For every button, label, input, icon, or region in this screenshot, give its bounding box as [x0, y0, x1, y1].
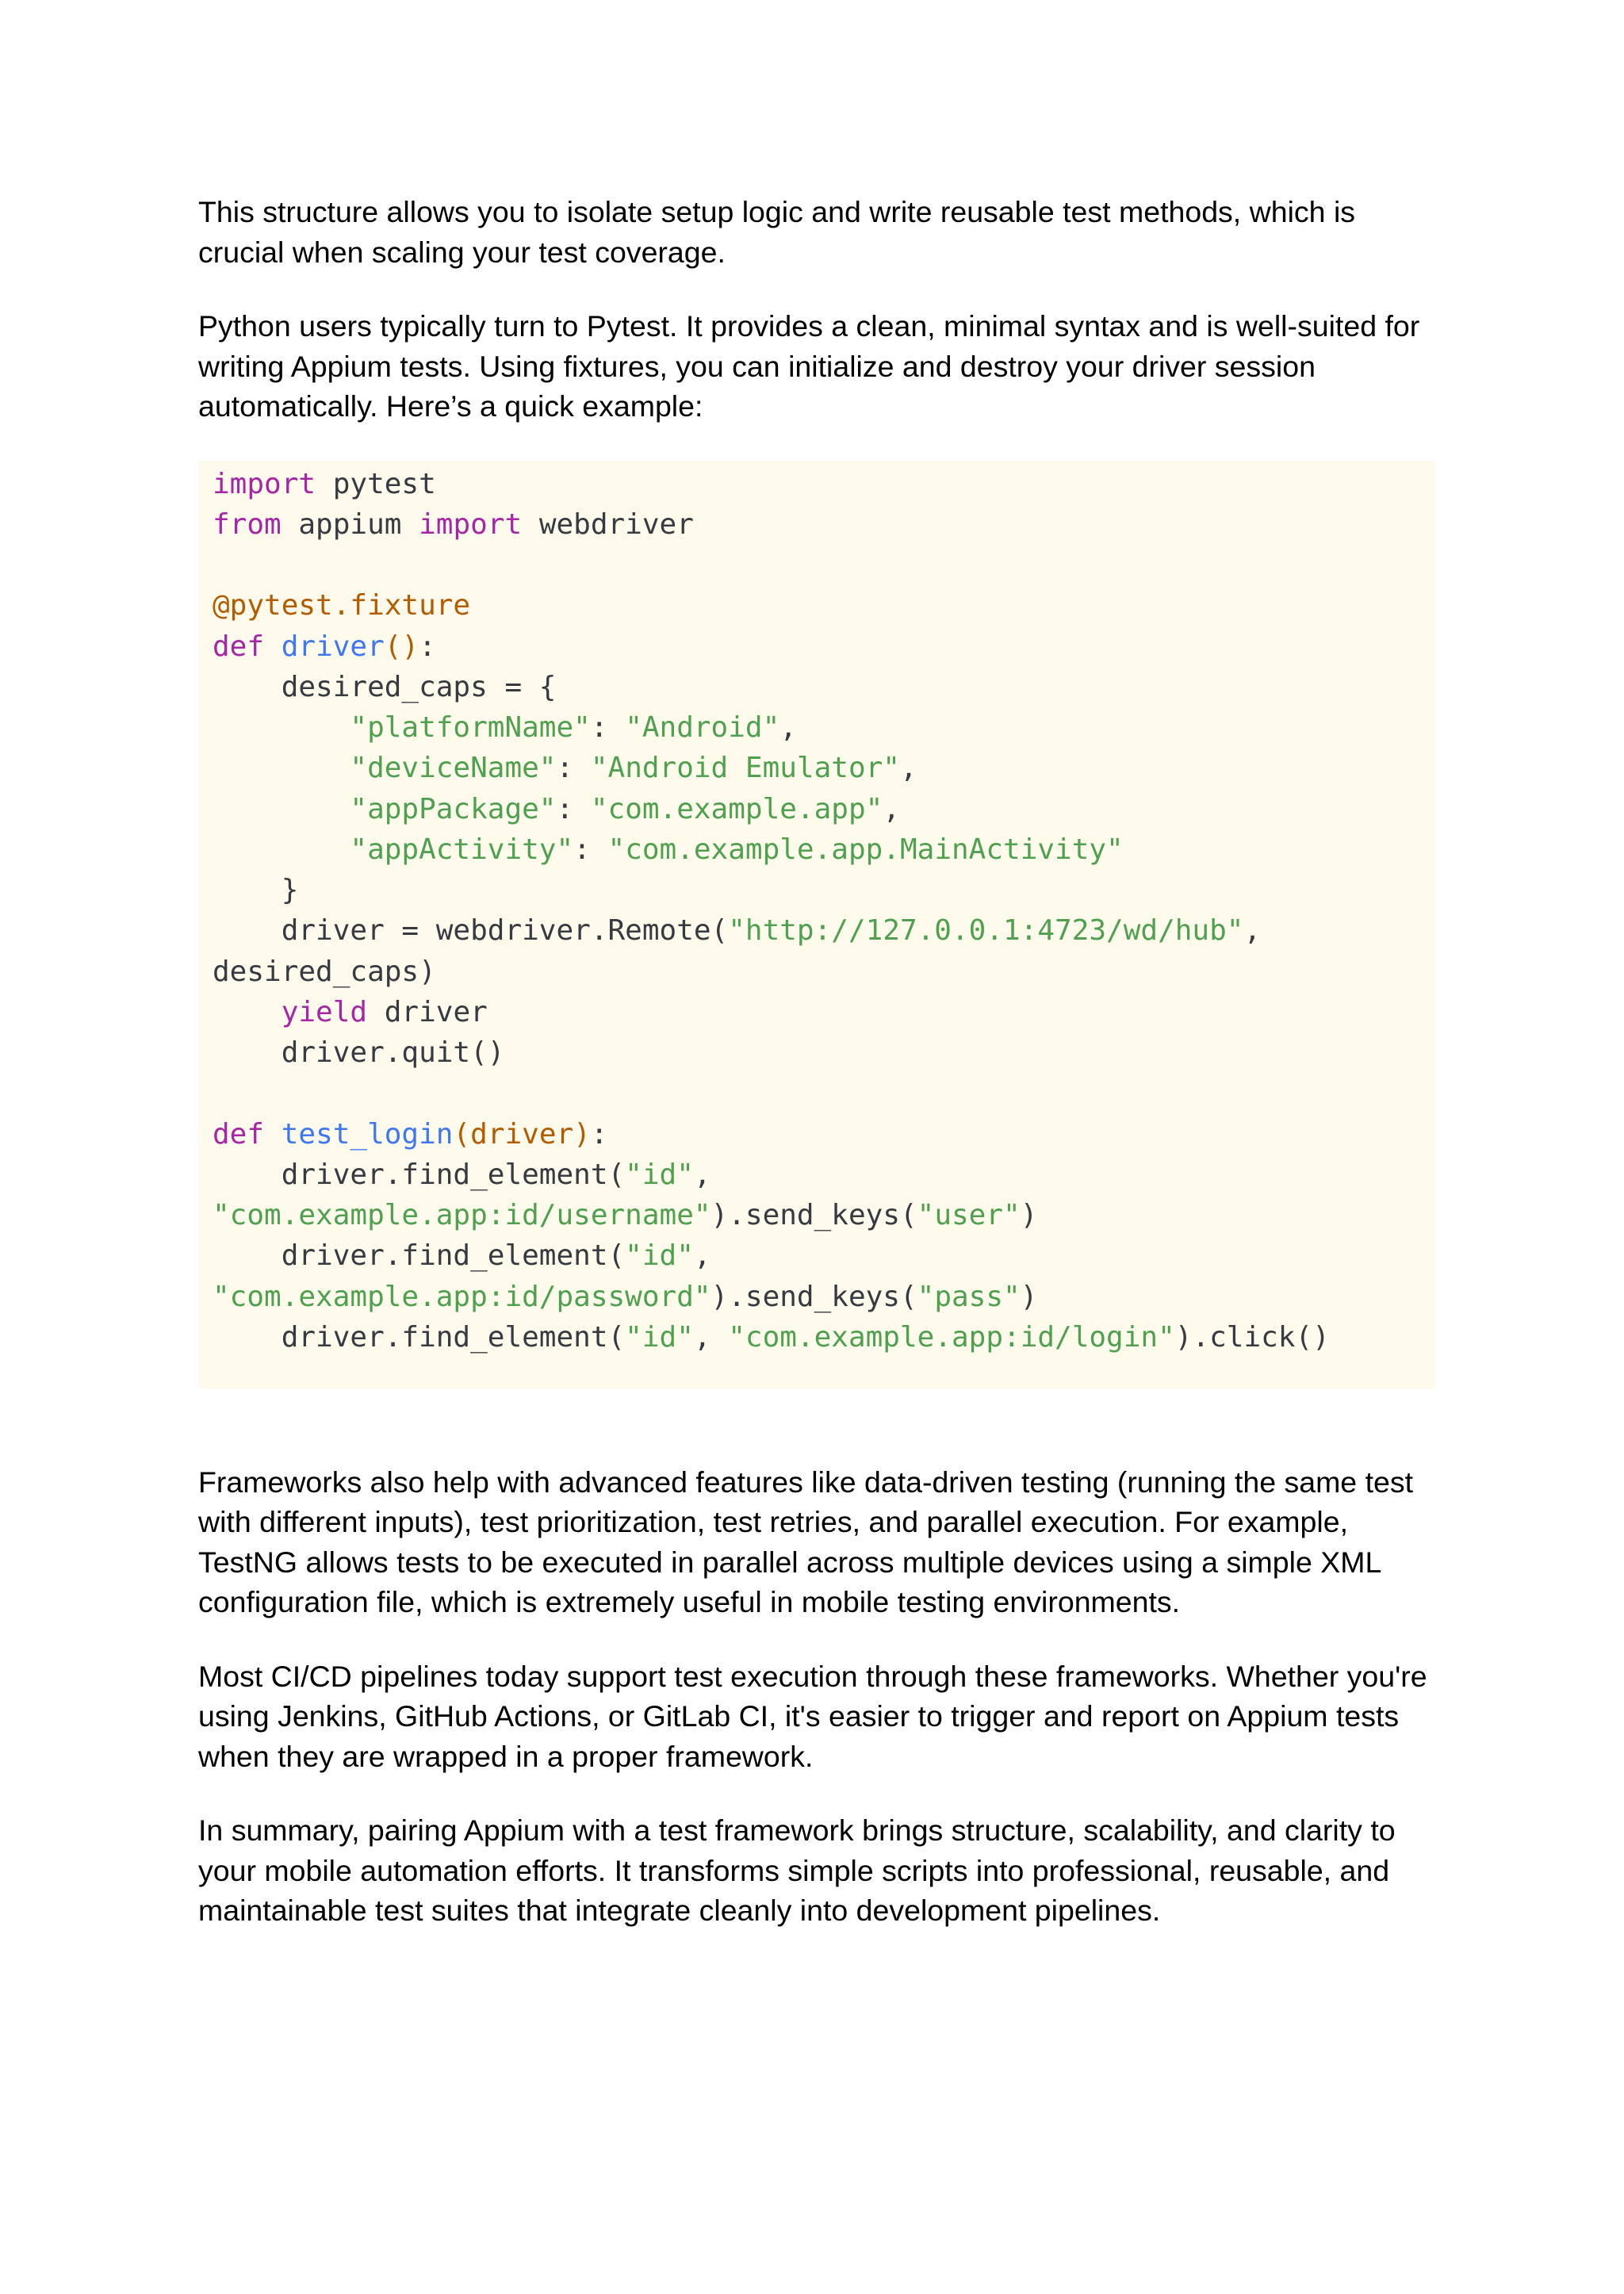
code-token: , [883, 792, 900, 825]
paragraph-pytest: Python users typically turn to Pytest. It provides a clean, minimal syntax and is well-suited for writing Appium tests. Using fixtures, you can initialize and destroy your driver session automatically. Here’s a quick example: [198, 309, 1420, 423]
code-block [198, 461, 1435, 1388]
code-token: webdriver [522, 507, 694, 541]
code-line [213, 1277, 1330, 1317]
code-token: , [779, 711, 797, 744]
code-line [213, 545, 1330, 585]
code-token: yield [281, 995, 368, 1028]
code-token: , [899, 752, 917, 785]
code-token: ).click() [1174, 1320, 1330, 1354]
code-line [213, 1235, 1330, 1276]
code-token: "com.example.app:id/password" [213, 1280, 711, 1313]
code-token: def [213, 1117, 265, 1151]
code-token: driver = webdriver.Remote( [213, 914, 729, 948]
code-token: def [213, 630, 265, 663]
code-token: "Android" [625, 711, 780, 744]
code-token: driver.find_element( [213, 1158, 626, 1191]
code-line [213, 1195, 1330, 1235]
code-token [213, 996, 282, 1028]
code-token: desired_caps) [213, 955, 436, 988]
code-token: "id" [625, 1239, 694, 1273]
code-token: , [1243, 914, 1262, 948]
code-token [213, 793, 350, 825]
code-token: ) [1020, 1280, 1038, 1313]
code-token: , [693, 1320, 729, 1354]
code-token: (driver) [453, 1117, 591, 1151]
code-token: "deviceName" [350, 752, 557, 785]
code-line [213, 1114, 1330, 1155]
code-line [213, 1032, 1330, 1073]
code-token: : [590, 711, 626, 744]
code-token [213, 711, 350, 744]
code-token [213, 752, 350, 784]
code-line [213, 707, 1330, 748]
code-line [213, 910, 1330, 951]
code-listing [213, 464, 1330, 1358]
code-line [213, 464, 1330, 504]
code-token: "appActivity" [350, 833, 574, 866]
code-token: test_login [281, 1117, 454, 1151]
code-token: @pytest.fixture [213, 589, 471, 622]
code-token: from [213, 507, 282, 541]
code-token: : [419, 630, 436, 663]
code-line [213, 952, 1330, 992]
code-line [213, 789, 1330, 829]
document-page [198, 192, 1435, 1931]
code-token: "user" [917, 1199, 1021, 1231]
code-line [213, 504, 1330, 545]
code-token: driver [367, 995, 488, 1028]
code-token: , [693, 1239, 711, 1273]
code-token: : [590, 1117, 608, 1151]
code-token: ).send_keys( [710, 1280, 917, 1313]
code-token: : [556, 752, 591, 785]
paragraph-frameworks: Frameworks also help with advanced features like data-driven testing (running the same test with different inputs), test prioritization, test retries, and parallel execution. For example, TestNG allows tests to be executed in parallel across multiple devices using a simple XML configuration file, which is extremely useful in mobile testing environments. [198, 1465, 1414, 1618]
paragraph-intro: This structure allows you to isolate setup logic and write reusable test methods, which is crucial when scaling your test coverage. [198, 195, 1356, 269]
code-token: driver.find_element( [213, 1320, 626, 1354]
code-token: appium [281, 507, 419, 541]
code-token: "id" [625, 1320, 694, 1354]
code-line [213, 1073, 1330, 1113]
code-line [213, 829, 1330, 870]
code-token: ).send_keys( [710, 1199, 917, 1231]
code-token: driver.quit() [213, 1036, 505, 1069]
code-line [213, 626, 1330, 667]
code-line [213, 667, 1330, 707]
code-line [213, 870, 1330, 910]
code-token: , [693, 1158, 711, 1191]
paragraph-cicd: Most CI/CD pipelines today support test execution through these frameworks. Whether you're using Jenkins, GitHub Actions, or GitLab CI, it's easier to trigger and report on Appium tests when they are wrapped in a proper framework. [198, 1659, 1427, 1773]
code-line [213, 1155, 1330, 1195]
code-token: "appPackage" [350, 792, 557, 825]
code-token: "platformName" [350, 711, 591, 744]
code-token: ) [1020, 1199, 1038, 1231]
code-token: "com.example.app" [590, 792, 883, 825]
code-line [213, 992, 1330, 1032]
code-token: "Android Emulator" [590, 752, 900, 785]
code-token: "com.example.app.MainActivity" [607, 833, 1124, 866]
code-line [213, 1317, 1330, 1358]
code-token: driver [281, 630, 385, 663]
code-token [213, 833, 350, 866]
code-token: import [419, 507, 523, 541]
code-token: : [573, 833, 608, 866]
code-token: desired_caps = { [213, 670, 557, 703]
code-token: pytest [316, 467, 436, 500]
code-token: "pass" [917, 1280, 1021, 1313]
code-line [213, 748, 1330, 788]
code-token: "com.example.app:id/login" [728, 1320, 1175, 1354]
code-token [264, 1118, 282, 1151]
code-token [264, 630, 282, 663]
code-token: "id" [625, 1158, 694, 1191]
code-token: } [213, 874, 299, 906]
code-token: import [213, 467, 316, 500]
code-token: "com.example.app:id/username" [213, 1199, 711, 1231]
code-line [213, 585, 1330, 626]
code-token: driver.find_element( [213, 1239, 626, 1273]
code-token: "http://127.0.0.1:4723/wd/hub" [728, 914, 1244, 948]
code-token: : [556, 792, 591, 825]
paragraph-summary: In summary, pairing Appium with a test framework brings structure, scalability, and clarity to your mobile automation efforts. It transforms simple scripts into professional, reusable, and maintainable test suites that integrate cleanly into development pipelines. [198, 1813, 1396, 1927]
code-token: () [384, 630, 419, 663]
